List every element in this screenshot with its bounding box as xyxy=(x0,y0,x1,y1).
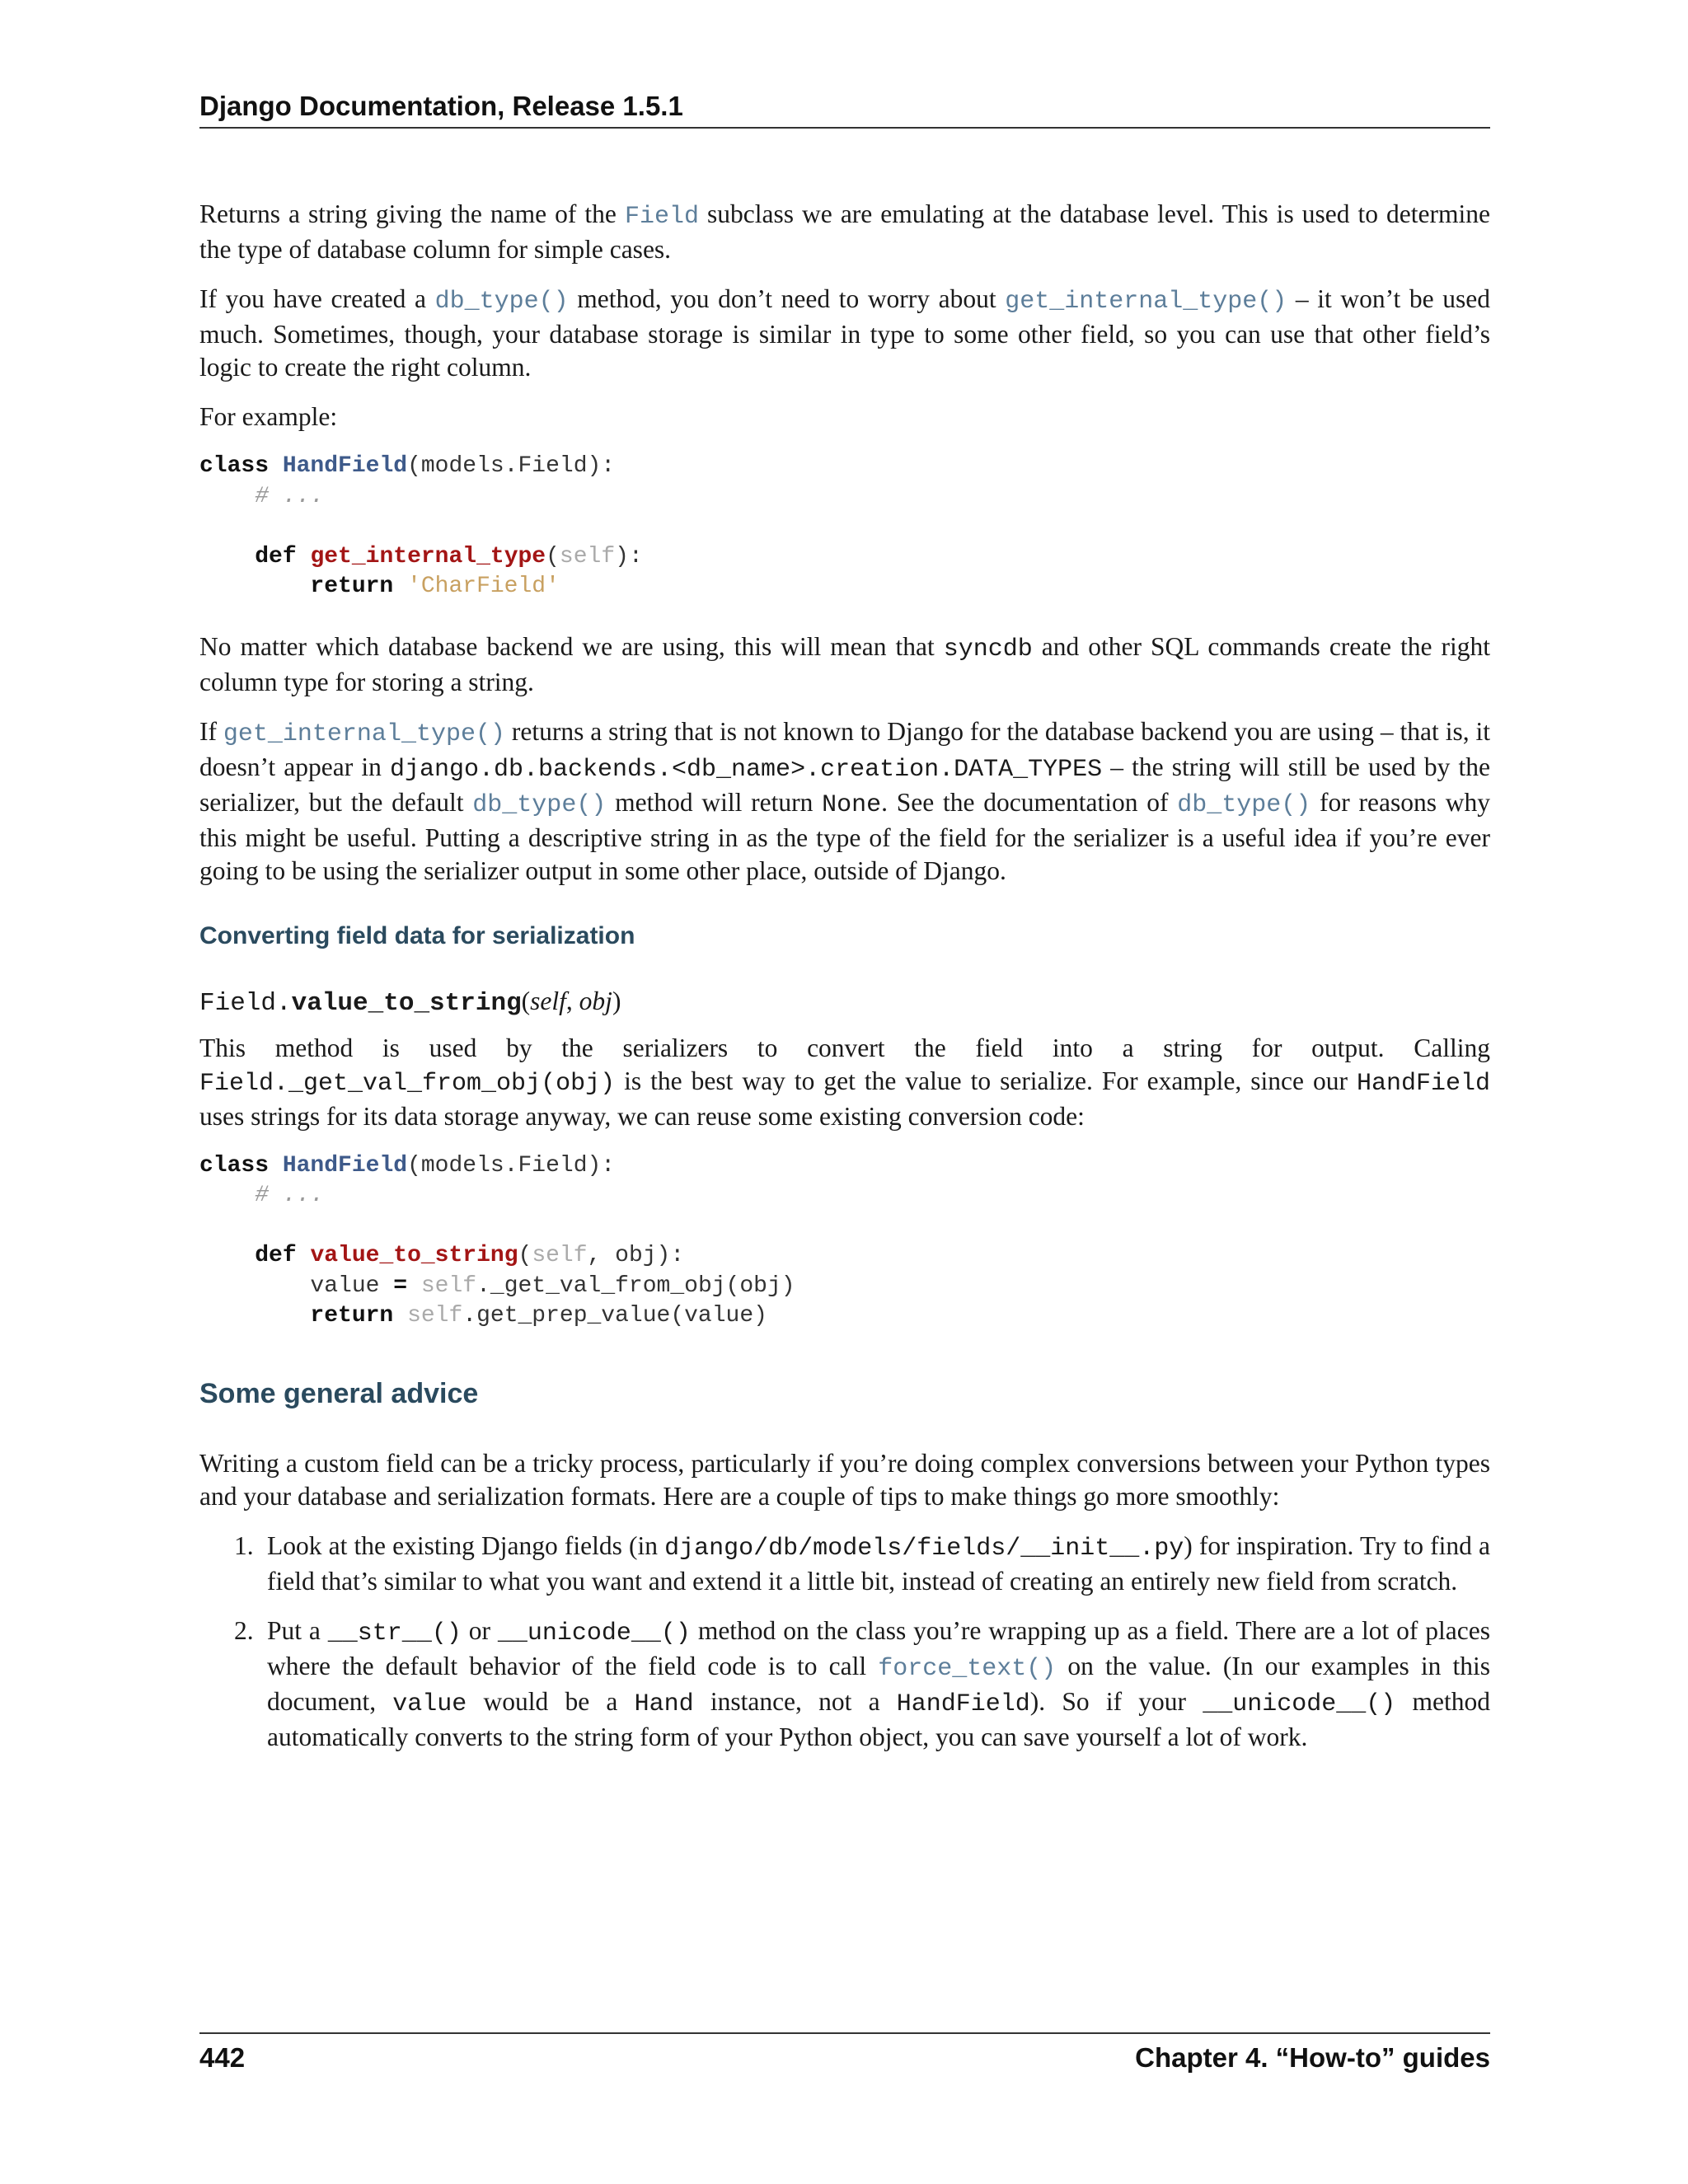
code-block-value-to-string xyxy=(199,1151,1490,1332)
code-text: ( xyxy=(518,1243,532,1268)
code-function-name: get_internal_type xyxy=(310,543,546,569)
get-internal-type-link[interactable]: get_internal_type() xyxy=(1005,288,1287,316)
text: method, you don’t need to worry about xyxy=(568,284,1006,313)
inline-code: __str__() xyxy=(327,1619,462,1647)
text: method will return xyxy=(606,787,823,817)
code-keyword: def xyxy=(255,543,297,569)
force-text-link[interactable]: force_text() xyxy=(878,1654,1057,1683)
code-text: value xyxy=(310,1272,394,1299)
code-keyword: return xyxy=(310,574,394,599)
paragraph-if-get-internal-type xyxy=(199,715,1490,888)
code-comment: # ... xyxy=(255,1183,325,1208)
code-keyword: def xyxy=(255,1243,297,1268)
db-type-link[interactable]: db_type() xyxy=(434,288,569,316)
text: This method is used by the serializers to convert the field into a string for output. Calling xyxy=(199,1033,1490,1062)
inline-code: django/db/models/fields/__init__.py xyxy=(664,1534,1184,1563)
code-operator: = xyxy=(393,1272,408,1299)
code-text: (models.Field): xyxy=(407,1152,616,1179)
list-item-number: 2. xyxy=(234,1615,254,1645)
inline-code: __unicode__() xyxy=(497,1619,691,1647)
list-item xyxy=(234,1530,1490,1598)
code-text: .get_prep_value(value) xyxy=(462,1303,767,1329)
code-class-name: HandField xyxy=(282,1152,408,1179)
running-header: Django Documentation, Release 1.5.1 xyxy=(199,89,1490,129)
list-item xyxy=(234,1615,1491,1754)
text: for reasons why this might be useful. Putting a descriptive string in as the type of the field for the serializer is a useful idea if you’re ever going to be using the serializer output in some other place, outside of Django. xyxy=(199,787,1490,885)
text: Put a xyxy=(267,1615,328,1645)
code-text: ._get_val_from_obj(obj) xyxy=(476,1272,795,1299)
text: method on the class you’re wrapping up as a field. There are a lot of places where the default behavior of the field code is to call xyxy=(267,1615,1490,1680)
text: ) for inspiration. Try to find a field that’s similar to what you want and extend it a little bit, instead of creating an entirely new field from scratch. xyxy=(267,1530,1490,1596)
db-type-link[interactable]: db_type() xyxy=(1177,790,1311,819)
code-class-name: HandField xyxy=(282,453,408,479)
text: No matter which database backend we are using, this will mean that xyxy=(199,631,944,661)
paragraph-db-type xyxy=(199,283,1490,384)
inline-code: Field._get_val_from_obj(obj) xyxy=(199,1069,616,1098)
code-self: self xyxy=(532,1243,588,1268)
list-item-number: 1. xyxy=(234,1530,254,1560)
page-content xyxy=(199,198,1490,1770)
page-number: 442 xyxy=(199,2042,246,2073)
document-page xyxy=(199,0,1490,2184)
inline-code: syncdb xyxy=(943,635,1033,663)
signature-separator: , xyxy=(565,986,579,1015)
inline-code: __unicode__() xyxy=(1203,1690,1396,1718)
signature-close: ) xyxy=(612,986,621,1015)
code-self: self xyxy=(420,1272,477,1299)
text: would be a xyxy=(467,1686,635,1716)
paragraph-writing-custom-field: Writing a custom field can be a tricky process, particularly if you’re doing complex conversions between your Python types and your database and serialization formats. Here are a couple of tips to make things go more smoothly: xyxy=(199,1448,1490,1511)
text: Look at the existing Django fields (in xyxy=(267,1530,665,1560)
method-signature xyxy=(199,985,1490,1020)
text: Returns a string giving the name of the xyxy=(199,199,625,228)
paragraph-returns-string xyxy=(199,198,1490,266)
text: method automatically converts to the string form of your Python object, you can save yourself a lot of work. xyxy=(267,1686,1490,1751)
text: on the value. (In our examples in this document, xyxy=(267,1651,1491,1716)
code-text: (models.Field): xyxy=(407,453,616,479)
inline-code: HandField xyxy=(1356,1069,1490,1098)
signature-prefix: Field. xyxy=(199,988,292,1018)
code-self: self xyxy=(407,1303,463,1329)
subsection-heading-converting: Converting field data for serialization xyxy=(199,921,635,949)
code-keyword: class xyxy=(199,1152,270,1179)
text: If xyxy=(199,716,223,746)
code-text: ): xyxy=(615,543,643,569)
inline-code: Hand xyxy=(634,1690,694,1718)
text: is the best way to get the value to serialize. For example, since our xyxy=(615,1066,1357,1095)
text: subclass we are emulating at the database level. This is used to determine the type of database column for simple cases. xyxy=(199,199,1490,264)
code-string: 'CharField' xyxy=(407,574,560,599)
inline-code: value xyxy=(392,1690,467,1718)
field-class-link[interactable]: Field xyxy=(624,203,699,231)
code-keyword: return xyxy=(310,1303,394,1329)
paragraph-for-example: For example: xyxy=(199,402,338,431)
code-comment: # ... xyxy=(255,483,325,509)
code-function-name: value_to_string xyxy=(310,1243,518,1268)
section-heading-general-advice: Some general advice xyxy=(199,1377,479,1409)
signature-open: ( xyxy=(521,986,531,1015)
signature-arg: obj xyxy=(579,986,612,1015)
signature-name: value_to_string xyxy=(291,988,522,1018)
code-block-get-internal-type xyxy=(199,452,1490,602)
get-internal-type-link[interactable]: get_internal_type() xyxy=(223,719,505,748)
text: If you have created a xyxy=(199,284,435,313)
text: . See the documentation of xyxy=(881,787,1178,817)
tips-list xyxy=(199,1530,1490,1754)
signature-arg: self xyxy=(530,986,566,1015)
code-self: self xyxy=(559,543,616,569)
inline-code: None xyxy=(822,790,882,819)
text: uses strings for its data storage anyway, we can reuse some existing conversion code: xyxy=(199,1101,1085,1131)
code-text: , obj): xyxy=(587,1243,685,1268)
running-footer xyxy=(199,2032,1490,2075)
inline-code: django.db.backends.<db_name>.creation.DATA_TYPES xyxy=(389,755,1103,784)
inline-code: HandField xyxy=(896,1690,1030,1718)
text: and other SQL commands create the right column type for storing a string. xyxy=(199,631,1490,696)
text: – the string will still be used by the serializer, but the default xyxy=(199,752,1490,817)
text: or xyxy=(461,1615,498,1645)
code-keyword: class xyxy=(199,453,270,479)
paragraph-value-to-string xyxy=(199,1032,1490,1133)
code-text: ( xyxy=(546,543,560,569)
text: ). So if your xyxy=(1029,1686,1203,1716)
db-type-link[interactable]: db_type() xyxy=(472,790,607,819)
text: – it won’t be used much. Sometimes, though, your database storage is similar in type to some other field, so you can use that other field’s logic to create the right column. xyxy=(199,284,1490,382)
text: instance, not a xyxy=(693,1686,897,1716)
chapter-title: Chapter 4. “How-to” guides xyxy=(1135,2042,1490,2073)
text: returns a string that is not known to Django for the database backend you are using – that is, it doesn’t appear in xyxy=(199,716,1490,781)
paragraph-no-matter xyxy=(199,630,1490,699)
